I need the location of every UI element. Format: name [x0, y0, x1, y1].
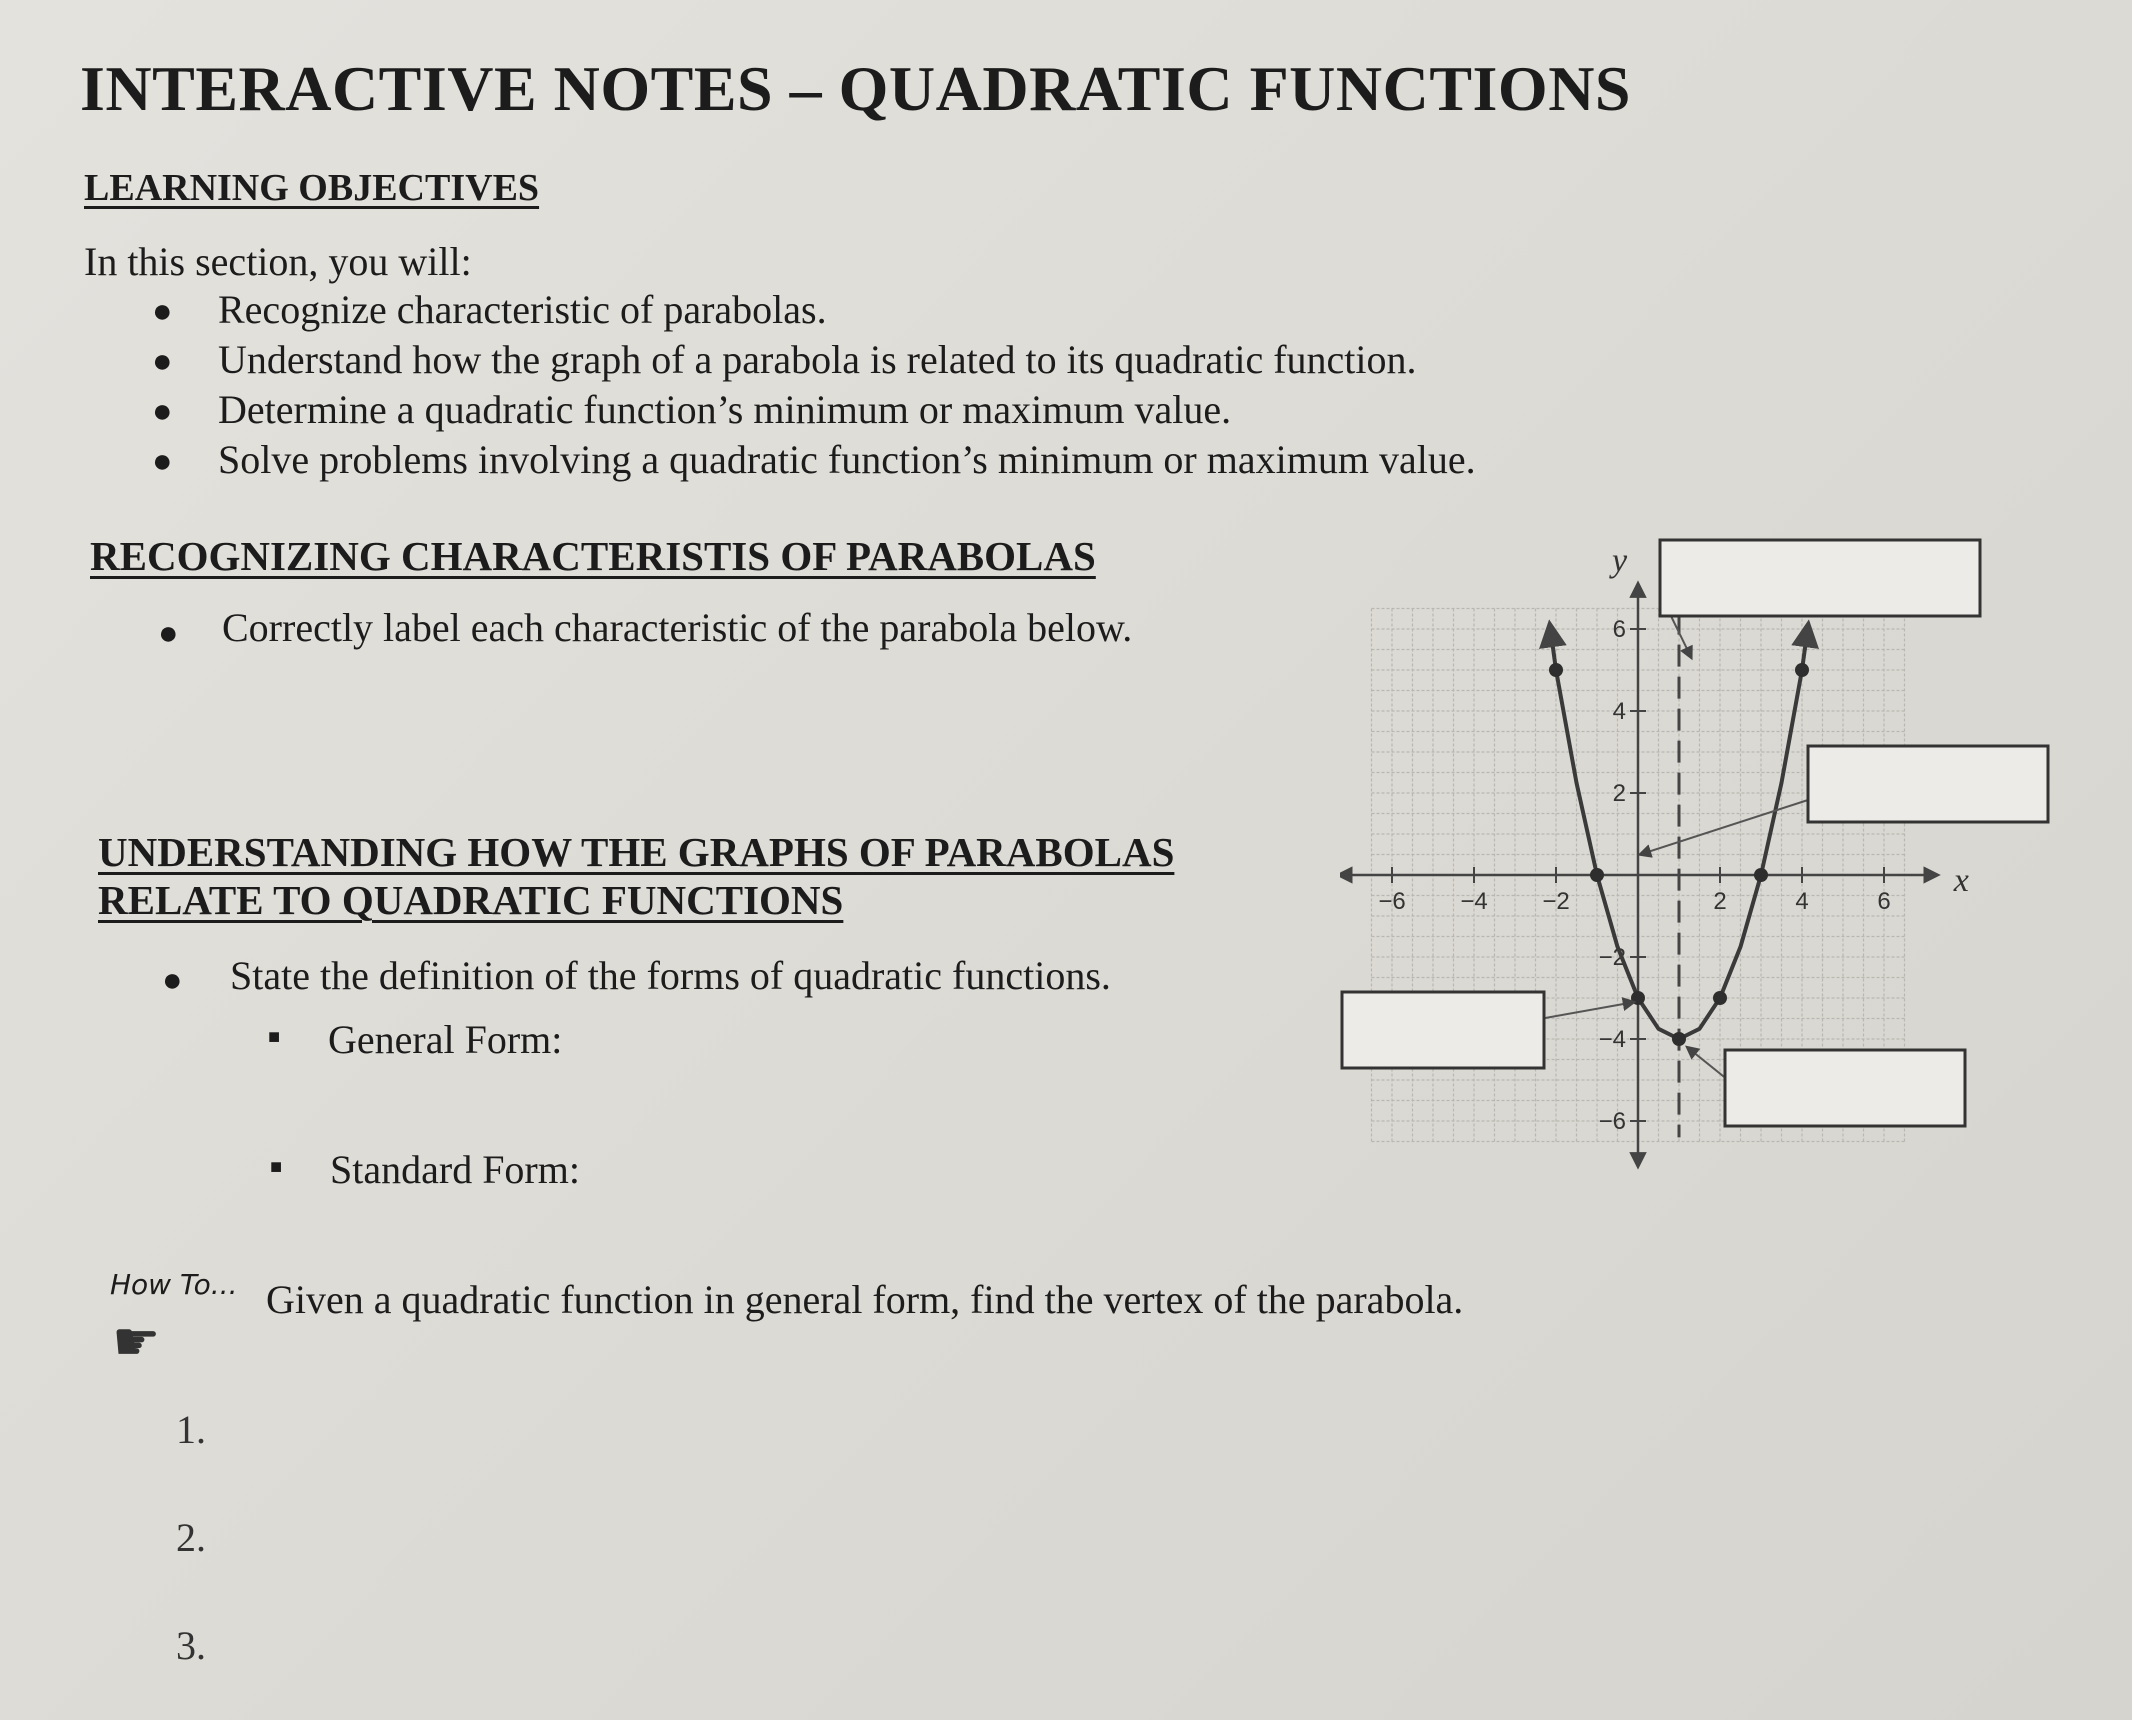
- understanding-heading-line1: UNDERSTANDING HOW THE GRAPHS OF PARABOLAS: [98, 829, 1175, 875]
- recognizing-heading: RECOGNIZING CHARACTERISTIS OF PARABOLAS: [90, 533, 1096, 579]
- label-pointer: [1640, 800, 1808, 855]
- forms-instruction: State the definition of the forms of quadratic functions.: [230, 953, 1111, 998]
- howto-text: Given a quadratic function in general form, find the vertex of the parabola.: [266, 1277, 1464, 1322]
- x-axis-label: x: [1953, 862, 1969, 899]
- bullet-icon: ●: [158, 615, 179, 652]
- bullet-icon: ●: [152, 443, 173, 480]
- label-pointer: [1534, 1002, 1634, 1020]
- bullet-icon: ■: [268, 1026, 281, 1048]
- y-axis-label: y: [1612, 542, 1628, 580]
- step-number: 2.: [176, 1515, 206, 1560]
- y-tick-label: 6: [1612, 616, 1626, 643]
- y-tick-label: −6: [1598, 1108, 1626, 1135]
- objectives-intro: In this section, you will:: [84, 239, 472, 284]
- step-number: 3.: [176, 1623, 206, 1668]
- y-tick-label: 4: [1612, 698, 1626, 725]
- x-tick-label: 2: [1713, 888, 1727, 915]
- standard-form-label: Standard Form:: [330, 1147, 580, 1192]
- understanding-heading-line2: RELATE TO QUADRATIC FUNCTIONS: [98, 877, 844, 923]
- bullet-icon: ●: [152, 293, 173, 330]
- y-tick-label: −2: [1598, 944, 1626, 971]
- bullet-icon: ■: [270, 1156, 283, 1178]
- general-form-label: General Form:: [328, 1017, 563, 1062]
- x-tick-label: −2: [1542, 888, 1570, 915]
- x-tick-label: 6: [1877, 888, 1891, 915]
- recognizing-instruction: Correctly label each characteristic of the parabola below.: [222, 605, 1133, 650]
- howto-label: How To...: [110, 1268, 238, 1301]
- bullet-icon: ●: [162, 962, 183, 999]
- blank-label-box: [1660, 540, 1980, 616]
- objective-item: Recognize characteristic of parabolas.: [218, 287, 827, 332]
- objective-item: Solve problems involving a quadratic function’s minimum or maximum value.: [218, 437, 1476, 482]
- x-tick-label: −4: [1460, 888, 1488, 915]
- objective-item: Understand how the graph of a parabola is related to its quadratic function.: [218, 337, 1417, 382]
- parabola-point: [1672, 1032, 1686, 1046]
- blank-label-box: [1808, 746, 2048, 822]
- x-tick-label: 4: [1795, 888, 1809, 915]
- label-pointer: [1687, 1047, 1728, 1080]
- parabola-graph: [1340, 520, 2130, 1170]
- objective-item: Determine a quadratic function’s minimum or maximum value.: [218, 387, 1232, 432]
- parabola-point: [1795, 663, 1809, 677]
- bullet-icon: ●: [152, 343, 173, 380]
- blank-label-box: [1725, 1050, 1965, 1126]
- objectives-heading: LEARNING OBJECTIVES: [84, 167, 540, 209]
- parabola-point: [1713, 991, 1727, 1005]
- blank-label-box: [1342, 992, 1544, 1068]
- pointing-hand-icon: ☛: [112, 1312, 161, 1372]
- page-title: INTERACTIVE NOTES – QUADRATIC FUNCTIONS: [80, 53, 1631, 124]
- parabola-point: [1549, 663, 1563, 677]
- label-pointer: [1670, 614, 1691, 658]
- step-number: 1.: [176, 1407, 206, 1452]
- bullet-icon: ●: [152, 393, 173, 430]
- parabola-point: [1754, 868, 1768, 882]
- y-tick-label: −4: [1598, 1026, 1626, 1053]
- x-tick-label: −6: [1378, 888, 1406, 915]
- parabola-point: [1590, 868, 1604, 882]
- y-tick-label: 2: [1612, 780, 1626, 807]
